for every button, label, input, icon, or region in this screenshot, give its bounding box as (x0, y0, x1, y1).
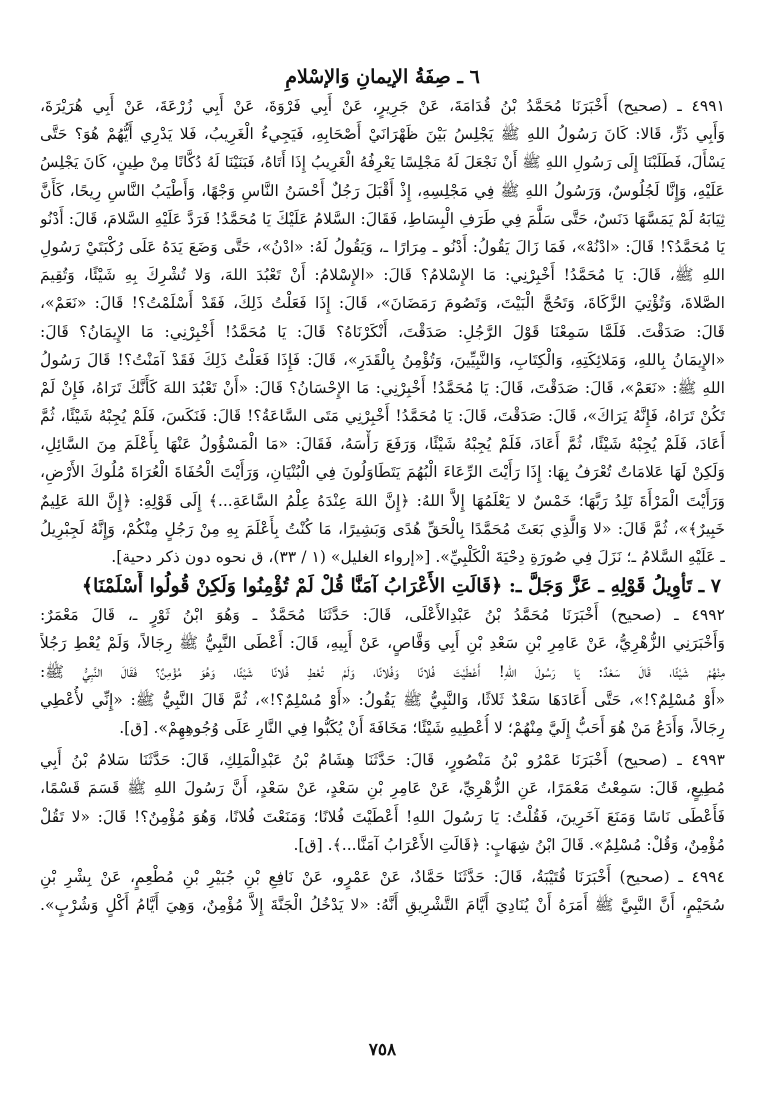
hadith-4991 (40, 92, 725, 571)
section-heading-6: ٦ ـ صِفَةُ الإيمانِ وَالإسْلامِ (285, 66, 480, 88)
hadith-4994 (40, 863, 725, 919)
text-line: ثِيَابَهُ لَمْ يَمَسَّهَا دَنَسٌ، حَتَّى سَلَّمَ فِي طَرَفِ الْبِسَاطِ، فَقَالَ: السَّلامُ عَلَيْكَ يَا مُحَمَّدُ! فَرَدَّ عَلَيْهِ السَّلامَ، قَالَ: أَدْنُو (40, 209, 725, 228)
text-line: اللهِ ﷺ، قَالَ: يَا مُحَمَّدُ! أَخْبِرْنِي: مَا الإِسْلامُ؟ قَالَ: «الإِسْلامُ: أَنْ تَعْبُدَ اللهَ، وَلا تُشْرِكَ بِهِ شَيْئًا، وَتُقِيمَ (40, 266, 725, 285)
text-line: اللهِ ﷺ: «نَعَمْ»، قَالَ: صَدَقْتَ، قَالَ: يَا مُحَمَّدُ! أَخْبِرْنِي: مَا الإِحْسَانُ؟ قَالَ: «أَنْ تَعْبُدَ اللهَ كَأَنَّكَ تَرَاهُ، فَإِنْ لَمْ (40, 378, 725, 397)
text-line: مِنْهُمْ شَيْئًا، قَالَ سَعْدٌ: يَا رَسُولَ اللهِ! أَعْطَيْتَ فُلانًا وَفُلانًا، وَلَمْ تُعْطِ فُلانًا شَيْئًا، وَهُوَ مُؤْمِنٌ؟ فَقَالَ النَّبِيُّ ﷺ: (40, 662, 725, 681)
text-line: خَبِيرٌ﴾»، ثُمَّ قَالَ: «لا وَالَّذِي بَعَثَ مُحَمَّدًا بِالْحَقِّ هُدًى وَبَشِيرًا، مَا كُنْتُ بِأَعْلَمَ بِهِ مِنْ رَجُلٍ مِنْكُمْ، وَإِنَّهُ لَجِبْرِيلُ (40, 519, 725, 538)
hadith-4993 (40, 746, 725, 859)
text-line: سُحَيْمٍ، أَنَّ النَّبِيَّ ﷺ أَمَرَهُ أَنْ يُنَادِيَ أَيَّامَ التَّشْرِيقِ أَنَّهُ: «لا يَدْخُلُ الْجَنَّةَ إِلاَّ مُؤْمِنٌ، وَهِيَ أَيَّامُ أَكْلٍ وَشُرْبٍ». (40, 896, 725, 915)
text-line: يَا مُحَمَّدُ؟! قَالَ: «ادْنُهْ»، فَمَا زَالَ يَقُولُ: أَدْنُو ـ مِرَارًا ـ، وَيَقُولُ لَهُ: «ادْنُ»، حَتَّى وَضَعَ يَدَهُ عَلَى رُكْبَتَيْ رَسُولِ (40, 237, 725, 256)
text-line: ـ عَلَيْهِ السَّلامُ ـ؛ نَزَلَ فِي صُورَةِ دِحْيَةَ الْكَلْبِيِّ». [«إرواء الغليل» (١ / ٣٣)، ق نحوه دون ذكر دحية]. (111, 548, 725, 566)
page-number: ٧٥٨ (368, 1040, 397, 1060)
text-line: قَالَ: صَدَقْتَ. فَلَمَّا سَمِعْنَا قَوْلَ الرَّجُلِ: صَدَقْتَ، أَنْكَرْنَاهُ؟ قَالَ: يَا مُحَمَّدُ! أَخْبِرْنِي: مَا الإِيمَانُ؟ قَالَ: (40, 322, 725, 341)
text-line: وَأَبِي ذَرٍّ، قَالا: كَانَ رَسُولُ اللهِ ﷺ يَجْلِسُ بَيْنَ ظَهْرَانَيْ أَصْحَابِهِ، فَيَجِيءُ الْغَرِيبُ، فَلا يَدْرِي أَيُّهُمْ هُوَ؟ حَتَّى (40, 125, 725, 144)
text-line: وَرَأَيْتَ الْمَرْأَةَ تَلِدُ رَبَّهَا؛ خَمْسٌ لا يَعْلَمُهَا إِلاَّ اللهُ: ﴿إِنَّ اللهَ عِنْدَهُ عِلْمُ السَّاعَةِ...﴾ إِلَى قَوْلِهِ: ﴿إِنَّ اللهَ عَلِيمٌ (40, 491, 725, 510)
text-line: وَأَخْبَرَنِي الزُّهْرِيُّ، عَنْ عَامِرِ بْنِ سَعْدِ بْنِ أَبِي وَقَّاصٍ، عَنْ أَبِيهِ، قَالَ: أَعْطَى النَّبِيُّ ﷺ رِجَالاً، وَلَمْ يُعْطِ رَجُلاً (40, 634, 725, 653)
text-line: مُؤْمِنٌ، وَقُلْ: مُسْلِمٌ». قَالَ ابْنُ شِهَابٍ: ﴿قَالَتِ الأَعْرَابُ آمَنَّا...﴾. [ق]. (293, 835, 725, 854)
text-line: ٤٩٩٣ ـ (صحيح) أَخْبَرَنَا عَمْرُو بْنُ مَنْصُورٍ، قَالَ: حَدَّثَنَا هِشَامُ بْنُ عَبْدِالْمَلِكِ، قَالَ: حَدَّثَنَا سَلامُ بْنُ أَبِي (40, 751, 725, 770)
text-line: تَكُنْ تَرَاهُ، فَإِنَّهُ يَرَاكَ»، قَالَ: صَدَقْتَ، قَالَ: يَا مُحَمَّدُ! أَخْبِرْنِي مَتَى السَّاعَةُ؟! قَالَ: فَنَكَسَ، فَلَمْ يُجِبْهُ شَيْئًا، ثُمَّ (40, 407, 725, 426)
section-heading-7: ٧ ـ تَأْوِيلُ قَوْلِهِ ـ عَزَّ وَجَلَّ ـ: ﴿قَالَتِ الأَعْرَابُ آمَنَّا قُلْ لَمْ تُؤْمِنُوا وَلَكِنْ قُولُوا أَسْلَمْنَا﴾ (81, 575, 721, 598)
hadith-4992 (40, 601, 725, 742)
text-line: الصَّلاةَ، وَتُؤْتِيَ الزَّكَاةَ، وَتَحُجَّ الْبَيْتَ، وَتَصُومَ رَمَضَانَ»، قَالَ: إِذَا فَعَلْتُ ذَلِكَ، فَقَدْ أَسْلَمْتُ؟! قَالَ: «نَعَمْ»، (40, 294, 725, 313)
text-line: عَلَيْهِ، وَإِنَّا لَجُلُوسٌ، وَرَسُولُ اللهِ ﷺ فِي مَجْلِسِهِ، إِذْ أَقْبَلَ رَجُلٌ أَحْسَنُ النَّاسِ وَجْهًا، وَأَطْيَبُ النَّاسِ رِيحًا، كَأَنَّ (40, 181, 725, 200)
text-line: وَلَكِنْ لَهَا عَلامَاتٌ تُعْرَفُ بِهَا: إِذَا رَأَيْتَ الرِّعَاءَ الْبُهُمَ يَتَطَاوَلُونَ فِي الْبُنْيَانِ، وَرَأَيْتَ الْحُفَاةَ الْعُرَاةَ مُلُوكَ الأَرْضِ، (40, 463, 725, 482)
text-line: ٤٩٩١ ـ (صحيح) أَخْبَرَنَا مُحَمَّدُ بْنُ قُدَامَةَ، عَنْ جَرِيرٍ، عَنْ أَبِي فَرْوَةَ، عَنْ أَبِي زُرْعَةَ، عَنْ أَبِي هُرَيْرَةَ، (40, 97, 725, 115)
text-line: مُطِيعٍ، قَالَ: سَمِعْتُ مَعْمَرًا، عَنِ الزُّهْرِيِّ، عَنْ عَامِرِ بْنِ سَعْدٍ، عَنْ سَعْدٍ، أَنَّ رَسُولَ اللهِ ﷺ قَسَمَ قَسْمًا، (40, 779, 725, 798)
text-line: «الإِيمَانُ بِاللهِ، وَمَلائِكَتِهِ، وَالْكِتَابِ، وَالنَّبِيِّينَ، وَتُؤْمِنُ بِالْقَدَرِ»، قَالَ: فَإِذَا فَعَلْتُ ذَلِكَ فَقَدْ آمَنْتُ؟! قَالَ رَسُولُ (40, 350, 725, 369)
text-line: فَأَعْطَى نَاسًا وَمَنَعَ آخَرِينَ، فَقُلْتُ: يَا رَسُولَ اللهِ! أَعْطَيْتَ فُلانًا؛ وَمَنَعْتَ فُلانًا، وَهُوَ مُؤْمِنٌ؟! قَالَ: «لا تَقُلْ (40, 807, 725, 826)
text-line: ٤٩٩٢ ـ (صحيح) أَخْبَرَنَا مُحَمَّدُ بْنُ عَبْدِالأَعْلَى، قَالَ: حَدَّثَنَا مُحَمَّدٌ ـ وَهُوَ ابْنُ ثَوْرٍ ـ، قَالَ مَعْمَرٌ: (40, 606, 725, 625)
text-line: أَعَادَ، فَلَمْ يُجِبْهُ شَيْئًا، ثُمَّ أَعَادَ، فَلَمْ يُجِبْهُ شَيْئًا، وَرَفَعَ رَأْسَهُ، فَقَالَ: «مَا الْمَسْؤُولُ عَنْهَا بِأَعْلَمَ مِنَ السَّائِلِ، (40, 435, 725, 454)
text-line: يَسْأَلَ، فَطَلَبْنَا إِلَى رَسُولِ اللهِ ﷺ أَنْ نَجْعَلَ لَهُ مَجْلِسًا يَعْرِفُهُ الْغَرِيبُ إِذَا أَتَاهُ، فَبَنَيْنَا لَهُ دُكَّانًا مِنْ طِينٍ، كَانَ يَجْلِسُ (40, 153, 725, 172)
text-line: ٤٩٩٤ ـ (صحيح) أَخْبَرَنَا قُتَيْبَةُ، قَالَ: حَدَّثَنَا حَمَّادٌ، عَنْ عَمْرٍو، عَنْ نَافِعِ بْنِ جُبَيْرِ بْنِ مُطْعِمٍ، عَنْ بِشْرِ بْنِ (40, 867, 725, 886)
text-line: رِجَالاً، وَأَدَعُ مَنْ هُوَ أَحَبُّ إِلَيَّ مِنْهُمْ؛ لا أُعْطِيهِ شَيْئًا؛ مَخَافَةَ أَنْ يُكَبُّوا فِي النَّارِ عَلَى وُجُوهِهِمْ». [ق]. (119, 718, 725, 737)
text-line: «أَوْ مُسْلِمٌ؟!»، حَتَّى أَعَادَهَا سَعْدٌ ثَلاثًا، وَالنَّبِيُّ ﷺ يَقُولُ: «أَوْ مُسْلِمٌ؟!»، ثُمَّ قَالَ النَّبِيُّ ﷺ: «إِنِّي لأُعْطِي (40, 690, 725, 709)
